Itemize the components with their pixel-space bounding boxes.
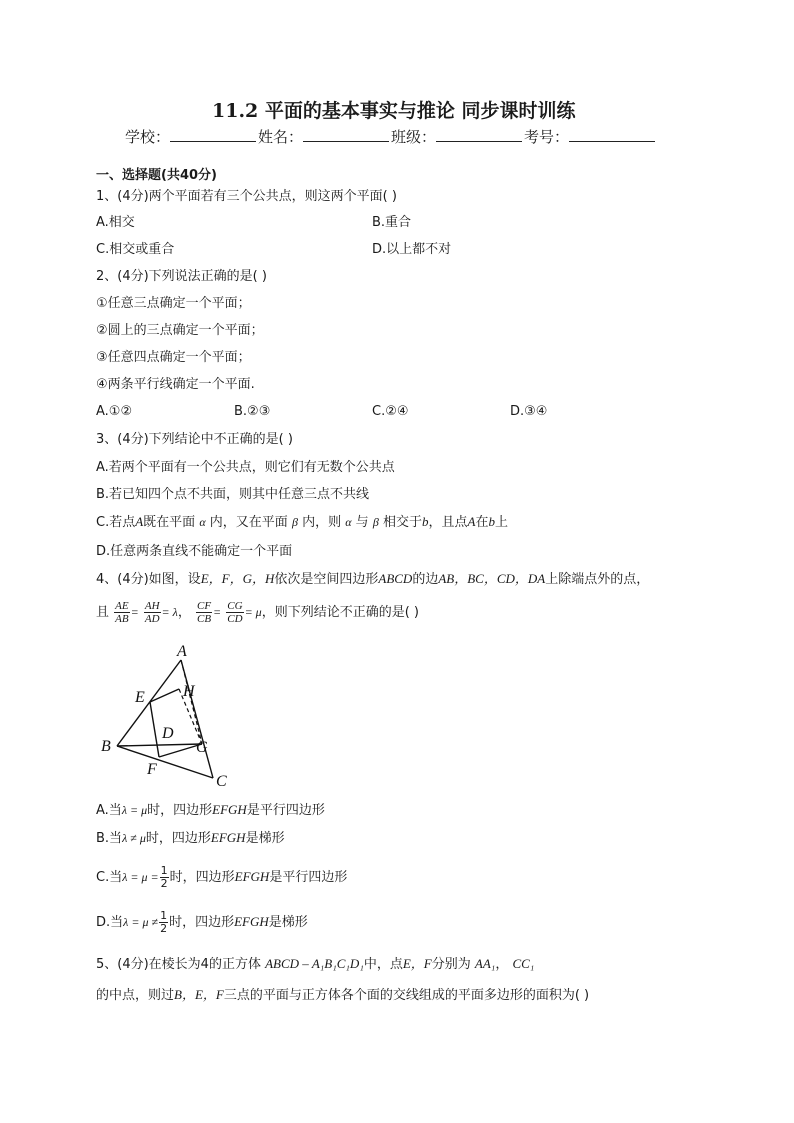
q4-option-b[interactable]: B.当λ ≠ μ时，四边形EFGH是梯形 bbox=[96, 830, 285, 846]
student-info-row bbox=[125, 127, 657, 146]
q1-option-b[interactable]: B.重合 bbox=[372, 215, 412, 230]
q5-stem-line1: 5、(4分)在棱长为4的正方体 ABCD – A₁B₁C₁D₁中，点E，F分别为 AA₁， CC₁ bbox=[96, 956, 535, 972]
label-e: E bbox=[135, 689, 145, 706]
q5-stem-line2: 的中点，则过B，E，F三点的平面与正方体各个面的交线组成的平面多边形的面积为( ) bbox=[96, 987, 590, 1003]
label-g: G bbox=[196, 739, 208, 756]
q1-option-c[interactable]: C.相交或重合 bbox=[96, 242, 175, 257]
number-label: 考号： bbox=[524, 128, 570, 146]
q4-stem-line2: 且 $\frac{AE}{AB}$ = $\frac{AH}{AD}$ = λ， $\frac{CF}{CB}$ = $\frac{CG}{CD}$ = μ，则下列结论不正确的是( ) bbox=[96, 600, 419, 625]
name-label: 姓名： bbox=[258, 128, 304, 146]
label-f: F bbox=[147, 761, 157, 778]
page-title: 11.2 平面的基本事实与推论 同步课时训练 bbox=[212, 100, 576, 122]
class-label: 班级： bbox=[391, 128, 437, 146]
q1-option-a[interactable]: A.相交 bbox=[96, 215, 135, 230]
q2-statement-3: ③任意四点确定一个平面； bbox=[96, 350, 251, 365]
label-b: B bbox=[101, 738, 111, 755]
fraction-ah-ad: $\frac{AH}{AD}$ bbox=[144, 600, 160, 625]
q3-option-a[interactable]: A.若两个平面有一个公共点，则它们有无数个公共点 bbox=[96, 460, 395, 475]
number-field[interactable] bbox=[569, 127, 655, 142]
school-field[interactable] bbox=[170, 127, 256, 142]
label-a: A bbox=[177, 643, 187, 660]
school-label: 学校： bbox=[125, 128, 171, 146]
q3-option-d[interactable]: D.任意两条直线不能确定一个平面 bbox=[96, 544, 293, 559]
q4-quadrilateral-figure bbox=[95, 640, 245, 795]
edge-bd bbox=[117, 744, 202, 746]
q2-statement-1: ①任意三点确定一个平面； bbox=[96, 296, 251, 311]
fraction-ae-ab: $\frac{AE}{AB}$ bbox=[115, 600, 129, 625]
q2-option-a[interactable]: A.①② bbox=[96, 404, 133, 419]
fraction-cf-cb: $\frac{CF}{CB}$ bbox=[196, 600, 212, 625]
section-heading: 一、选择题(共40分) bbox=[96, 168, 217, 183]
class-field[interactable] bbox=[436, 127, 522, 142]
q3-stem: 3、(4分)下列结论中不正确的是( ) bbox=[96, 432, 293, 447]
label-c: C bbox=[216, 773, 227, 790]
q1-option-d[interactable]: D.以上都不对 bbox=[372, 242, 452, 257]
q2-option-d[interactable]: D.③④ bbox=[510, 404, 548, 419]
q3-option-b[interactable]: B.若已知四个点不共面，则其中任意三点不共线 bbox=[96, 487, 370, 502]
q3-option-c[interactable]: C.若点A既在平面 α 内，又在平面 β 内，则 α 与 β 相交于b，且点A在b上 bbox=[96, 514, 508, 530]
q2-statement-4: ④两条平行线确定一个平面. bbox=[96, 377, 255, 392]
q2-statement-2: ②圆上的三点确定一个平面； bbox=[96, 323, 264, 338]
q2-option-c[interactable]: C.②④ bbox=[372, 404, 409, 419]
q4-option-a[interactable]: A.当λ = μ时，四边形EFGH是平行四边形 bbox=[96, 802, 325, 818]
q4-option-d[interactable]: D.当λ = μ ≠ $\frac{1}{2}$ 时，四边形EFGH是梯形 bbox=[96, 909, 308, 935]
q4-stem-line1: 4、(4分)如图，设E，F，G，H依次是空间四边形ABCD的边AB，BC，CD，DA上除端点外的点， bbox=[96, 571, 650, 587]
edge-ef bbox=[150, 702, 159, 757]
q2-stem: 2、(4分)下列说法正确的是( ) bbox=[96, 269, 267, 284]
q1-stem: 1、(4分)两个平面若有三个公共点，则这两个平面( ) bbox=[96, 189, 397, 204]
label-h: H bbox=[183, 683, 195, 700]
q4-option-c[interactable]: C.当λ = μ = $\frac{1}{2}$ 时，四边形EFGH是平行四边形 bbox=[96, 864, 348, 890]
fraction-cg-cd: $\frac{CG}{CD}$ bbox=[227, 600, 243, 625]
edge-ac bbox=[181, 660, 213, 778]
q2-option-b[interactable]: B.②③ bbox=[234, 404, 271, 419]
label-d: D bbox=[162, 725, 174, 742]
name-field[interactable] bbox=[303, 127, 389, 142]
